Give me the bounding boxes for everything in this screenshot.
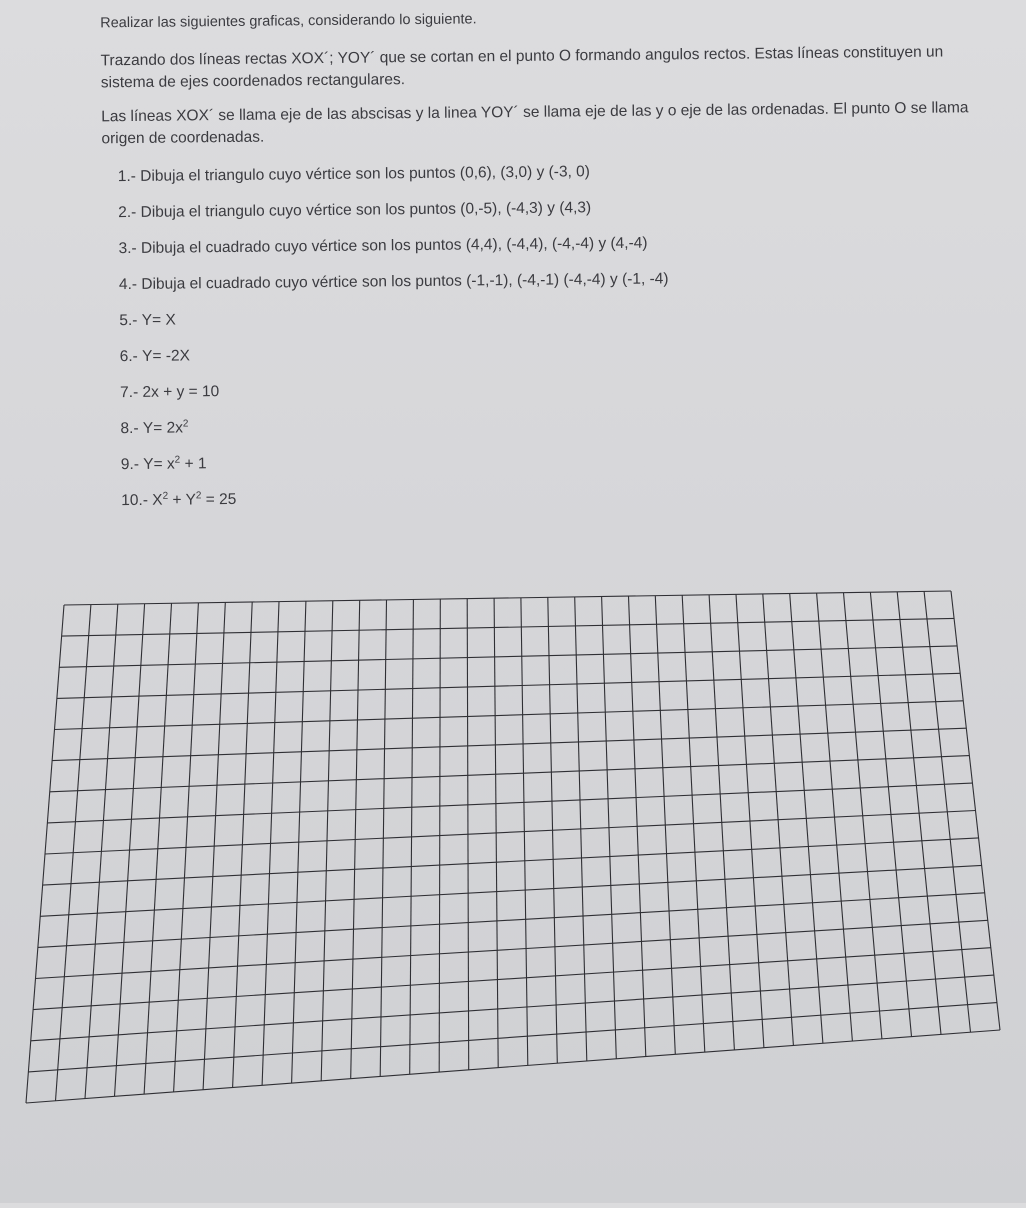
exercise-item: 10.- $X^2 + Y^2 = 25$ — [121, 490, 237, 510]
exercise-item: 1.- Dibuja el triangulo cuyo vértice son los puntos (0,6), (3,0) y (-3, 0) — [117, 163, 591, 186]
exercise-item: 6.- Y= -2X — [119, 347, 191, 366]
instruction-heading: Realizar las siguientes graficas, considerando lo siguiente. — [100, 11, 477, 32]
exercise-item: 3.- Dibuja el cuadrado cuyo vértice son los puntos (4,4), (-4,4), (-4,-4) y (4,-4) — [118, 234, 648, 258]
exercise-item: 5.- Y= X — [119, 311, 176, 330]
grid-line — [64, 591, 951, 605]
exercise-item: 2.- Dibuja el triangulo cuyo vértice son los puntos (0,-5), (-4,3) y (4,3) — [118, 199, 592, 222]
instruction-paragraph-definitions: Las líneas XOX´ se llama eje de las abscisas y la linea YOY´ se llama eje de las y o eje de las ordenadas. El punto O se llama origen de coordenadas. — [101, 99, 969, 148]
instruction-paragraph-axes: Trazando dos líneas rectas XOX´; YOY´ que se cortan en el punto O formando angulos rectos. Estas líneas constituyen un sistema de ejes coordenados rectangulares. — [100, 43, 944, 92]
exercise-item: 8.- $Y= 2x^2$ — [120, 418, 189, 438]
grid-line — [26, 1030, 1000, 1103]
exercise-item: 7.- 2x + y = 10 — [120, 383, 220, 402]
exercise-item: 4.- Dibuja el cuadrado cuyo vértice son los puntos (-1,-1), (-4,-1) (-4,-4) y (-1, -4) — [118, 270, 669, 294]
exercise-item: 9.- $Y= x^2 + 1$ — [120, 454, 207, 474]
